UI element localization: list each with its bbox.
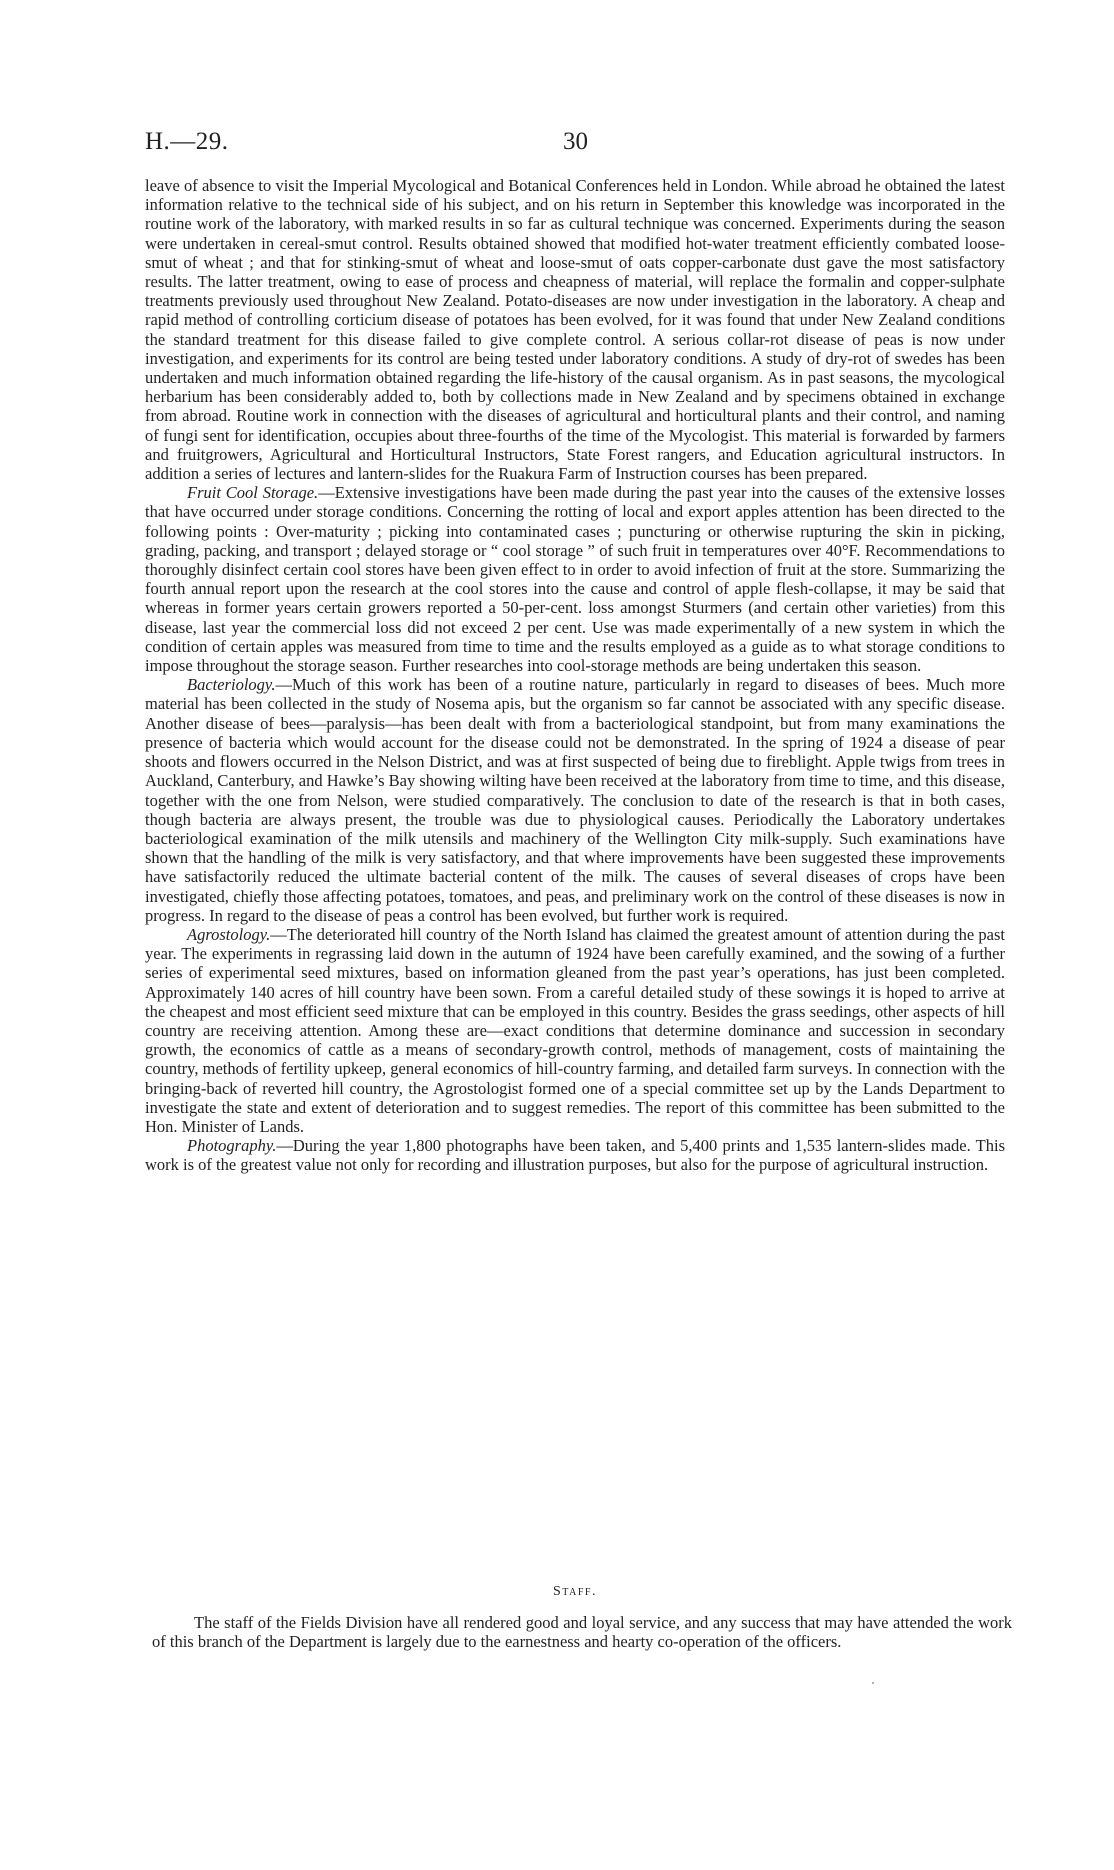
paragraph-text: leave of absence to visit the Imperial Mycological and Botanical Conferences held in London. While abroad he obtained the latest information relative to the technical side of his subject, and on his return in September this knowledge was incorporated in the routine work of the laboratory, with marked results in so far as cultural technique was concerned. Experiments during the season were undertaken in cereal-smut control. Results obtained showed that modified hot-water treatment efficiently combated loose-smut of wheat ; and that for stinking-smut of wheat and loose-smut of oats copper-carbonate dust gave the most satisfactory results. The latter treatment, owing to ease of process and cheapness of material, will replace the formalin and copper-sulphate treatments previously used throughout New Zealand. Potato-diseases are now under investigation in the laboratory. A cheap and rapid method of controlling corticium disease of potatoes has been evolved, for it was found that under New Zealand conditions the standard treatment for this disease failed to give complete control. A serious collar-rot disease of peas is now under investigation, and experiments for its control are being tested under laboratory conditions. A study of dry-rot of swedes has been undertaken and much information obtained regarding the life-history of the causal organism. As in past seasons, the mycological herbarium has been considerably added to, both by collections made in New Zealand and by specimens obtained in exchange from abroad. Routine work in connection with the diseases of agricultural and horticultural plants and their control, and naming of fungi sent for identification, occupies about three-fourths of the time of the Mycologist. This material is forwarded by farmers and fruitgrowers, Agricultural and Horticultural Instructors, State Forest rangers, and Education agricultural instructors. In addition a series of lectures and lantern-slides for the Ruakura Farm of Instruction courses has been prepared. [145,176,1005,484]
page-number: 30 [563,128,588,155]
document-reference: H.—29. [145,128,229,155]
paragraph-text: The staff of the Fields Division have all rendered good and loyal service, and any success that may have attended the work of this branch of the Department is largely due to the earnestness and hearty co-operation of the officers. [152,1613,1012,1652]
staff-heading: Staff. [553,1584,597,1599]
paragraph-photography [145,1136,1005,1174]
section-heading: Bacteriology. [187,675,276,695]
paragraph-mycology-continued [145,176,1005,483]
scan-speck [872,1682,874,1684]
paragraph-agrostology [145,925,1005,1136]
paragraph-text: —Extensive investigations have been made during the past year into the causes of the extensive losses that have occurred under storage conditions. Concerning the rotting of local and export apples attention has been directed to the following points : Over-maturity ; picking into contaminated cases ; puncturing or otherwise rupturing the skin in picking, grading, packing, and transport ; delayed storage or “ cool storage ” of such fruit in temperatures over 40°F. Recommendations to thoroughly disinfect certain cool stores have been given effect to in order to avoid infection of fruit at the store. Summarizing the fourth annual report upon the research at the cool stores into the cause and control of apple flesh-collapse, it may be said that whereas in former years certain growers reported a 50-per-cent. loss amongst Sturmers (and certain other varieties) from this disease, last year the commercial loss did not exceed 2 per cent. Use was made experimentally of a new system in which the condition of certain apples was measured from time to time and the results employed as a guide as to what storage conditions to impose throughout the storage season. Further researches into cool-storage methods are being undertaken this season. [145,483,1006,676]
section-heading: Agrostology. [187,924,271,944]
body-text [145,176,1005,1175]
staff-section [152,1613,1012,1651]
section-heading: Fruit Cool Storage. [187,483,319,503]
paragraph-text: —Much of this work has been of a routine nature, particularly in regard to diseases of bees. Much more material has been collected in the study of Nosema apis, but the organism so far cannot be associated with any specific disease. Another disease of bees—paralysis—has been dealt with from a bacteriological standpoint, but from many examinations the presence of bacteria which would account for the disease could not be demonstrated. In the spring of 1924 a disease of pear shoots and flowers occurred in the Nelson District, and was at first suspected of being due to fireblight. Apple twigs from trees in Auckland, Canterbury, and Hawke’s Bay showing wilting have been received at the laboratory from time to time, and this disease, together with the one from Nelson, were studied comparatively. The conclusion to date of the research is that in both cases, though bacteria are always present, the trouble was due to physiological causes. Periodically the Laboratory undertakes bacteriological examination of the milk utensils and machinery of the Wellington City milk-supply. Such examinations have shown that the handling of the milk is very satisfactory, and that where improvements have been suggested these improvements have satisfactorily reduced the ultimate bacterial content of the milk. The causes of several diseases of crops have been investigated, chiefly those affecting potatoes, tomatoes, and peas, and preliminary work on the control of these diseases is now in progress. In regard to the disease of peas a control has been evolved, but further work is required. [145,675,1005,925]
paragraph-staff [152,1613,1012,1651]
paragraph-bacteriology [145,675,1005,925]
paragraph-text: —During the year 1,800 photographs have been taken, and 5,400 prints and 1,535 lantern-slides made. This work is of the greatest value not only for recording and illustration purposes, but also for the purpose of agricultural instruction. [145,1136,1005,1175]
paragraph-text: —The deteriorated hill country of the North Island has claimed the greatest amount of attention during the past year. The experiments in regrassing laid down in the autumn of 1924 have been carefully examined, and the sowing of a further series of experimental seed mixtures, based on information gleaned from the past year’s operations, has just been completed. Approximately 140 acres of hill country have been sown. From a careful detailed study of these sowings it is hoped to arrive at the cheapest and most efficient seed mixture that can be employed in this country. Besides the grass seedings, other aspects of hill country are receiving attention. Among these are—exact conditions that determine dominance and succession in secondary growth, the economics of cattle as a means of secondary-growth control, methods of management, costs of maintaining the country, methods of fertility upkeep, general economics of hill-country farming, and detailed farm surveys. In connection with the bringing-back of reverted hill country, the Agrostologist formed one of a special committee set up by the Lands Department to investigate the state and extent of deterioration and to suggest remedies. The report of this committee has been submitted to the Hon. Minister of Lands. [145,924,1005,1136]
section-heading: Photography. [187,1136,277,1156]
paragraph-fruit-cool-storage [145,483,1005,675]
running-head [145,128,1005,160]
